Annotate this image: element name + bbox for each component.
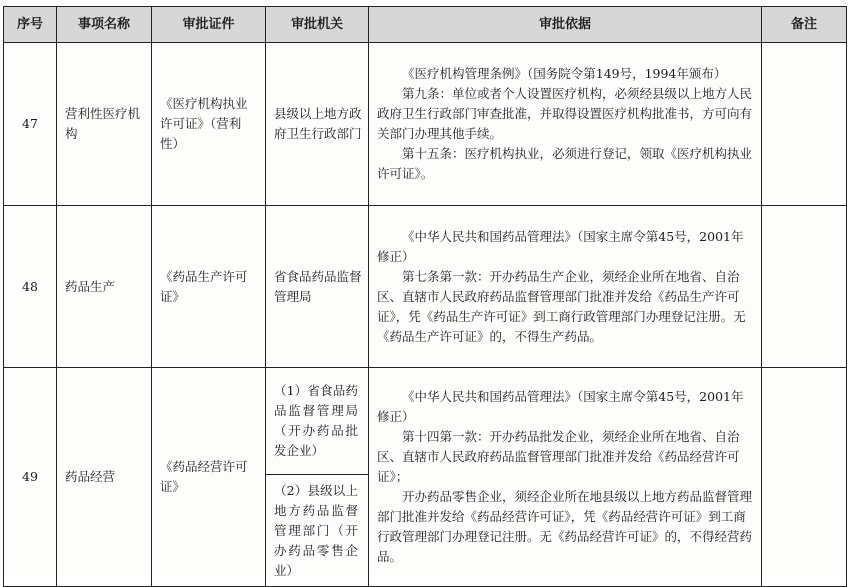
basis-article: 第七条第一款：开办药品生产企业，须经企业所在地省、自治区、直辖市人民政府药品监督管理部门批准并发给《药品生产许可证》，凭《药品生产许可证》到工商行政管理部门办理登记注册。无《药品生产许可证》的，不得生产药品。 <box>377 268 746 344</box>
approval-table <box>3 6 847 587</box>
notes <box>762 206 847 368</box>
header-no: 序号 <box>4 7 57 43</box>
header-item-name: 事项名称 <box>57 7 152 43</box>
row-number: 49 <box>4 368 57 587</box>
basis-law: 《医疗机构管理条例》（国务院令第149号，1994年颁布） <box>402 66 727 81</box>
header-authority: 审批机关 <box>266 7 369 43</box>
certificate: 《药品经营许可证》 <box>152 368 266 587</box>
item-name: 药品生产 <box>57 206 152 368</box>
certificate: 《医疗机构执业许可证》（营利性） <box>152 43 266 206</box>
item-name: 药品经营 <box>57 368 152 587</box>
basis-article: 开办药品零售企业，须经企业所在地县级以上地方药品监督管理部门批准并发给《药品经营许可证》，凭《药品经营许可证》到工商行政管理部门办理登记注册。无《药品经营许可证》的，不得经营药品。 <box>377 489 753 564</box>
basis-law: 《中华人民共和国药品管理法》（国家主席令第45号，2001年修正） <box>377 389 744 424</box>
notes <box>762 43 847 206</box>
table-row <box>4 368 847 475</box>
header-row <box>4 7 847 43</box>
header-notes: 备注 <box>762 7 847 43</box>
table-row <box>4 43 847 206</box>
basis-law: 《中华人民共和国药品管理法》（国家主席令第45号，2001年修正） <box>377 228 744 264</box>
certificate: 《药品生产许可证》 <box>152 206 266 368</box>
approval-basis <box>369 368 762 587</box>
basis-article: 第十五条：医疗机构执业，必须进行登记，领取《医疗机构执业许可证》。 <box>377 146 753 181</box>
header-certificate: 审批证件 <box>152 7 266 43</box>
row-number: 48 <box>4 206 57 368</box>
authority: 县级以上地方政府卫生行政部门 <box>266 43 369 206</box>
table-row <box>4 206 847 368</box>
authority: 省食品药品监督管理局 <box>266 206 369 368</box>
basis-article: 第十四第一款：开办药品批发企业，须经企业所在地省、自治区、直辖市人民政府药品监督管理部门批准并发给《药品经营许可证》； <box>377 429 740 484</box>
approval-basis <box>369 206 762 368</box>
approval-basis <box>369 43 762 206</box>
header-basis: 审批依据 <box>369 7 762 43</box>
row-number: 47 <box>4 43 57 206</box>
item-name: 营利性医疗机构 <box>57 43 152 206</box>
authority-sub-2: （2）县级以上地方药品监督管理部门（开办药品零售企业） <box>266 475 369 587</box>
authority-sub-1: （1）省食品药品监督管理局（开办药品批发企业） <box>266 368 369 475</box>
notes <box>762 368 847 587</box>
basis-article: 第九条：单位或者个人设置医疗机构，必须经县级以上地方人民政府卫生行政部门审查批准，并取得设置医疗机构批准书，方可向有关部门办理其他手续。 <box>377 86 753 141</box>
